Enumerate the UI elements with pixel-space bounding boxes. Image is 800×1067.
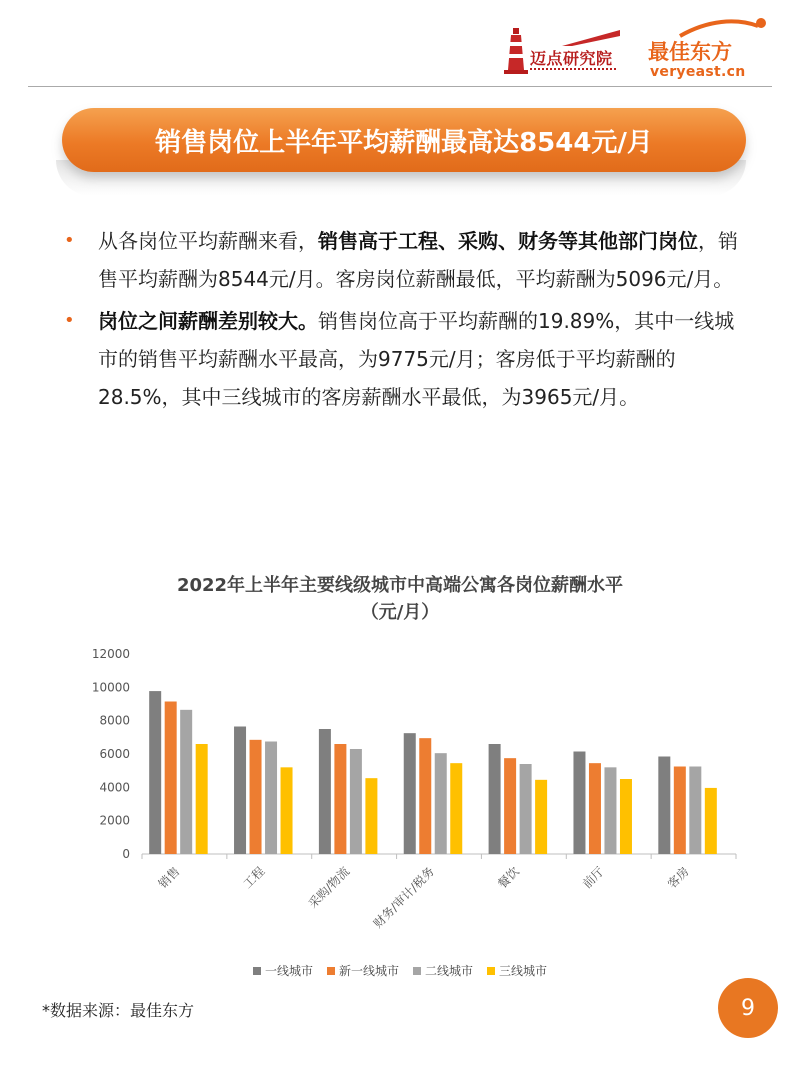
bar bbox=[489, 744, 501, 854]
bar bbox=[404, 733, 416, 854]
legend-item bbox=[413, 962, 473, 979]
bullet-item bbox=[62, 222, 752, 298]
page-title: 销售岗位上半年平均薪酬最高达8544元/月 bbox=[155, 127, 653, 158]
maidian-tagline-dots bbox=[530, 68, 616, 72]
header-divider bbox=[28, 86, 772, 87]
legend-swatch bbox=[413, 967, 421, 975]
bar bbox=[180, 710, 192, 854]
bar bbox=[250, 740, 262, 854]
logo-flag-shape bbox=[562, 30, 620, 46]
bar bbox=[149, 691, 161, 854]
chart-title bbox=[100, 572, 700, 626]
chart-title-line2: （元/月） bbox=[360, 602, 440, 623]
bar bbox=[319, 729, 331, 854]
legend-label: 新一线城市 bbox=[338, 964, 399, 978]
x-tick-label: 采购/物流 bbox=[305, 864, 353, 911]
bar bbox=[573, 752, 585, 855]
x-tick-label: 餐饮 bbox=[495, 864, 522, 892]
bar bbox=[281, 767, 293, 854]
bar-chart bbox=[60, 640, 760, 960]
y-tick-label: 12000 bbox=[91, 647, 130, 661]
bar bbox=[520, 764, 532, 854]
veryeast-logo-name: 最佳东方 bbox=[648, 40, 732, 64]
bar bbox=[674, 767, 686, 855]
y-tick-label: 0 bbox=[122, 847, 130, 861]
bar bbox=[350, 749, 362, 854]
bullet-text: ，销售平均薪酬为8544元/月。客房岗位薪酬最低，平均薪酬为5096元/月。 bbox=[98, 229, 738, 291]
page-number-badge: 9 bbox=[718, 978, 778, 1038]
legend-swatch bbox=[327, 967, 335, 975]
data-source-note: *数据来源：最佳东方 bbox=[42, 1001, 195, 1020]
chart-title-line1: 2022年上半年主要线级城市中高端公寓各岗位薪酬水平 bbox=[176, 575, 624, 596]
lighthouse-icon bbox=[504, 26, 528, 74]
maidian-logo bbox=[500, 26, 620, 78]
legend-item bbox=[253, 962, 313, 979]
bar bbox=[165, 702, 177, 855]
legend-item bbox=[487, 962, 547, 979]
bar bbox=[658, 757, 670, 855]
bullet-marker: • bbox=[64, 230, 75, 251]
y-tick-label: 6000 bbox=[99, 747, 130, 761]
bullet-list bbox=[62, 222, 752, 420]
veryeast-logo bbox=[648, 14, 768, 80]
y-tick-label: 8000 bbox=[99, 713, 130, 728]
bar bbox=[365, 778, 377, 854]
chart-legend bbox=[0, 962, 800, 979]
x-tick-label: 财务/审计/税务 bbox=[370, 864, 438, 931]
bar bbox=[334, 744, 346, 854]
legend-swatch bbox=[487, 967, 495, 975]
legend-item bbox=[327, 962, 399, 979]
y-tick-label: 10000 bbox=[91, 680, 130, 695]
legend-swatch bbox=[253, 967, 261, 975]
bar bbox=[604, 767, 616, 854]
bar bbox=[265, 742, 277, 855]
bullet-text-bold: 销售高于工程、采购、财务等其他部门岗位 bbox=[318, 229, 698, 253]
title-banner bbox=[62, 108, 746, 172]
bullet-text: 销售岗位高于平均薪酬的19.89%，其中一线城市的销售平均薪酬水平最高，为9775元/月；客房低于平均薪酬的28.5%，其中三线城市的客房薪酬水平最低，为3965元/月。 bbox=[98, 309, 735, 409]
bar bbox=[689, 767, 701, 855]
bar bbox=[535, 780, 547, 854]
bullet-item bbox=[62, 302, 752, 416]
bar bbox=[450, 763, 462, 854]
bar bbox=[620, 779, 632, 854]
bar bbox=[504, 758, 516, 854]
bullet-text: 从各岗位平均薪酬来看， bbox=[98, 229, 318, 253]
veryeast-logo-domain: veryeast.cn bbox=[650, 64, 746, 80]
x-tick-label: 前厅 bbox=[579, 864, 607, 892]
bar bbox=[234, 727, 246, 855]
maidian-logo-name: 迈点研究院 bbox=[530, 49, 613, 68]
legend-label: 一线城市 bbox=[264, 964, 313, 978]
x-tick-label: 销售 bbox=[155, 864, 183, 892]
bar bbox=[589, 763, 601, 854]
bar bbox=[196, 744, 208, 854]
bar bbox=[705, 788, 717, 854]
bullet-marker: • bbox=[64, 310, 75, 331]
y-tick-label: 4000 bbox=[99, 780, 130, 795]
bullet-text-bold: 岗位之间薪酬差别较大。 bbox=[98, 309, 318, 333]
x-tick-label: 客房 bbox=[664, 864, 692, 892]
y-tick-label: 2000 bbox=[99, 813, 130, 828]
bar bbox=[419, 738, 431, 854]
swoosh-icon bbox=[678, 14, 768, 38]
legend-label: 三线城市 bbox=[499, 964, 548, 978]
x-tick-label: 工程 bbox=[240, 864, 268, 892]
bar bbox=[435, 753, 447, 854]
legend-label: 二线城市 bbox=[425, 964, 474, 978]
